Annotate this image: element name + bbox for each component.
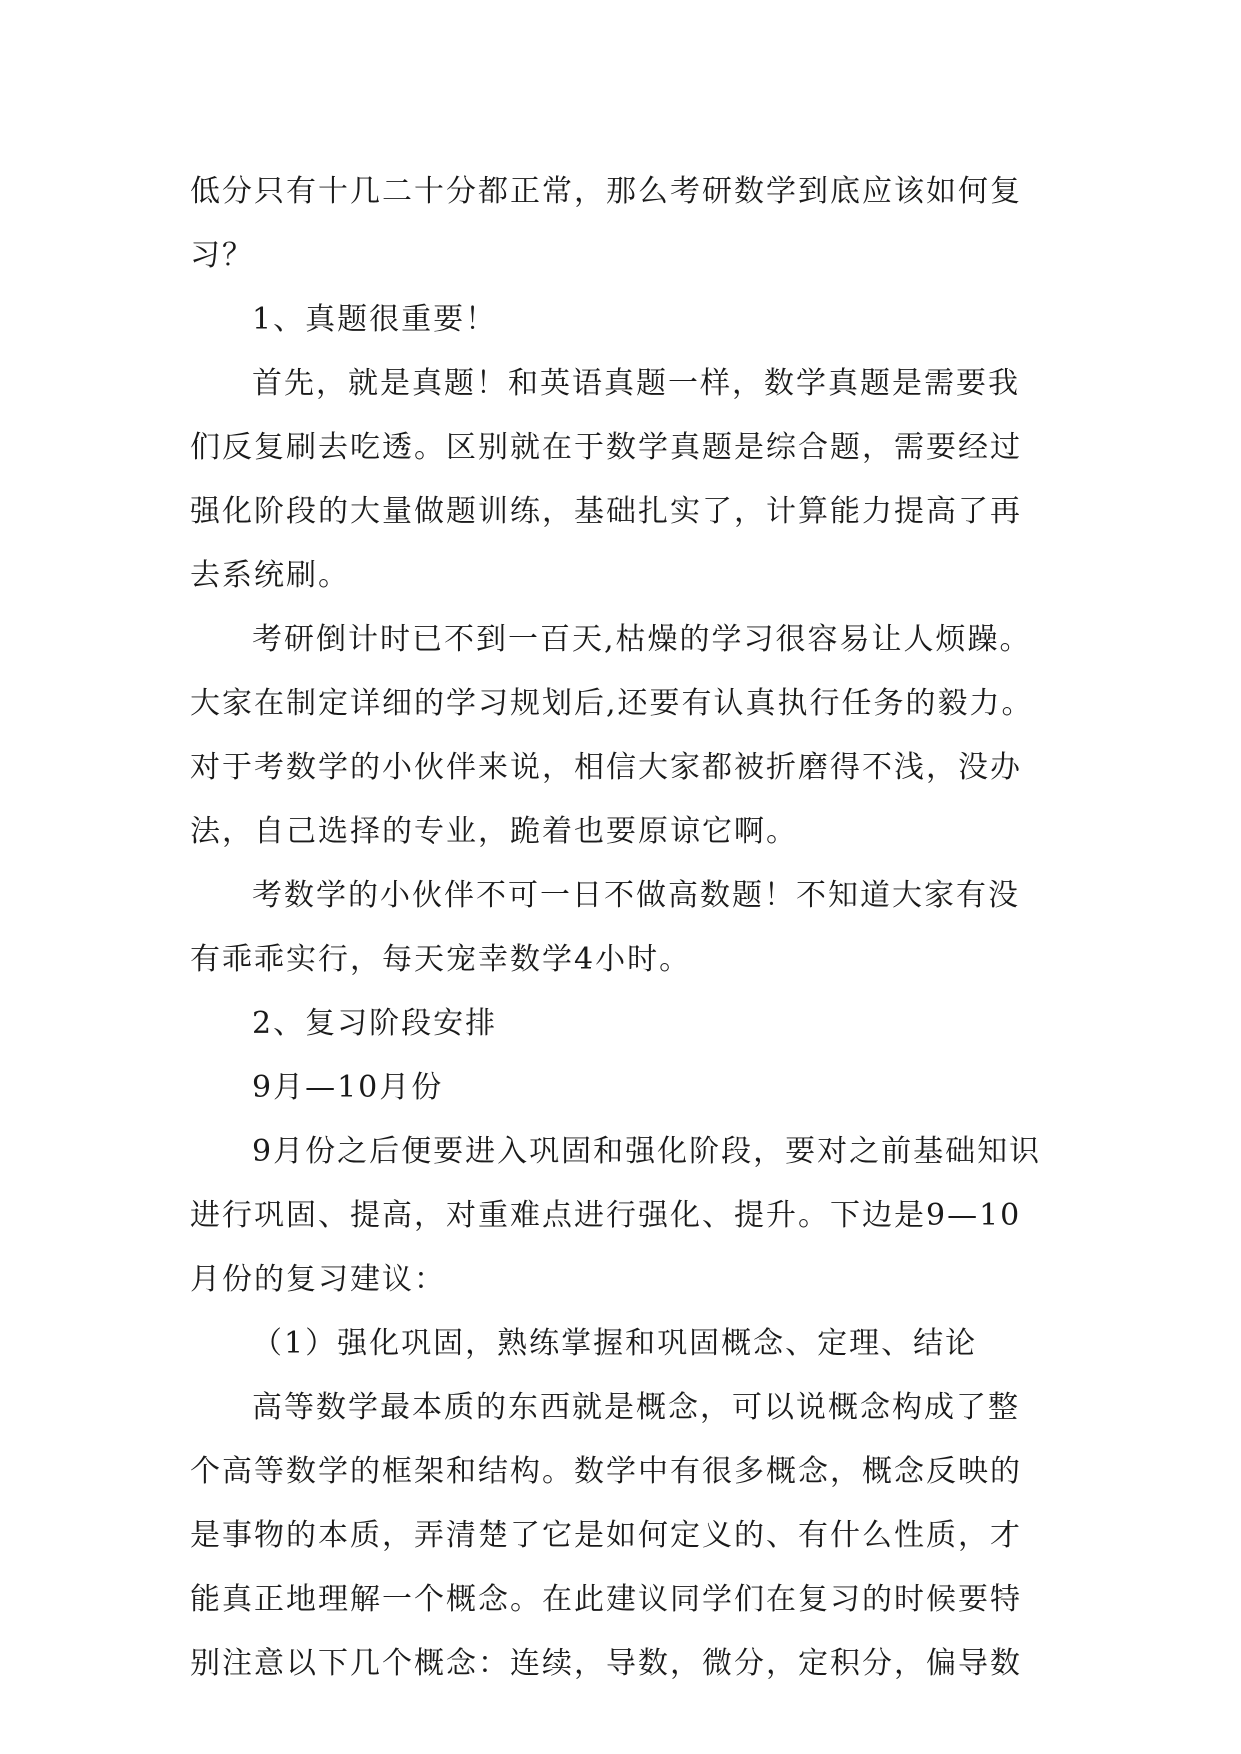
document-page <box>190 160 1050 1696</box>
paragraph-daily-math: 考数学的小伙伴不可一日不做高数题！不知道大家有没有乖乖实行，每天宠幸数学4小时。 <box>190 878 1020 977</box>
paragraph-countdown: 考研倒计时已不到一百天,枯燥的学习很容易让人烦躁。大家在制定详细的学习规划后,还要有认真执行任务的毅力。对于考数学的小伙伴来说，相信大家都被折磨得不浅，没办法，自己选择的专业，跪着也要原谅它啊。 <box>190 622 1034 849</box>
paragraph-sep-oct: 9月份之后便要进入巩固和强化阶段，要对之前基础知识进行巩固、提高，对重难点进行强化、提升。下边是9—10月份的复习建议： <box>190 1134 1042 1297</box>
paragraph-intro: 低分只有十几二十分都正常，那么考研数学到底应该如何复习？ <box>190 174 1022 273</box>
subheading-consolidate: （1）强化巩固，熟练掌握和巩固概念、定理、结论 <box>252 1326 978 1361</box>
subheading-sep-oct: 9月—10月份 <box>252 1070 444 1105</box>
paragraph-concepts: 高等数学最本质的东西就是概念，可以说概念构成了整个高等数学的框架和结构。数学中有很多概念，概念反映的是事物的本质，弄清楚了它是如何定义的、有什么性质，才能真正地理解一个概念。在此建议同学们在复习的时候要特别注意以下几个概念：连续，导数，微分，定积分，偏导数 <box>190 1390 1022 1681</box>
paragraph-real-exams: 首先，就是真题！和英语真题一样，数学真题是需要我们反复刷去吃透。区别就在于数学真题是综合题，需要经过强化阶段的大量做题训练，基础扎实了，计算能力提高了再去系统刷。 <box>190 366 1022 593</box>
heading-real-exams: 1、真题很重要！ <box>252 302 498 337</box>
heading-review-stages: 2、复习阶段安排 <box>252 1006 498 1041</box>
